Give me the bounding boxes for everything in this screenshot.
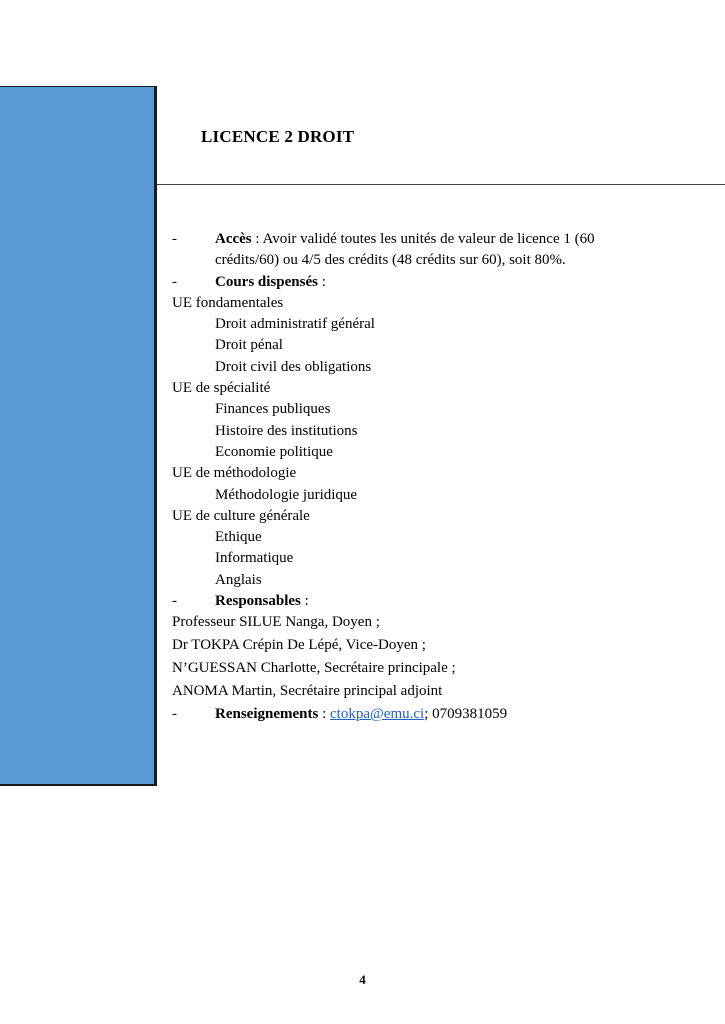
bullet-dash: -	[172, 273, 177, 290]
bullet-dash: -	[172, 706, 177, 723]
email-link[interactable]: ctokpa@emu.ci	[330, 706, 425, 723]
ue-group-methodologie	[172, 463, 692, 506]
title-divider	[157, 184, 725, 185]
course-item: Histoire des institutions	[215, 422, 358, 439]
bullet-dash: -	[172, 231, 177, 247]
renseignements-sep: :	[318, 706, 330, 723]
page-title: LICENCE 2 DROIT	[201, 127, 355, 146]
renseignements-label: Renseignements	[215, 706, 319, 723]
acces-text-line1: : Avoir validé toutes les unités de valeur de licence 1 (60	[251, 231, 595, 247]
course-item: Droit civil des obligations	[215, 358, 372, 375]
phone-number: ; 0709381059	[424, 706, 508, 723]
cours-label: Cours dispensés	[215, 273, 318, 290]
ue-group-culture-generale	[172, 506, 692, 591]
ue-group-specialite	[172, 378, 692, 463]
responsables-label-suffix: :	[300, 593, 309, 610]
acces-text-line2: crédits/60) ou 4/5 des crédits (48 crédits sur 60), soit 80%.	[215, 252, 566, 269]
bullet-dash: -	[172, 593, 177, 610]
course-item: Ethique	[215, 529, 262, 546]
ue-group-name: UE fondamentales	[172, 294, 284, 311]
responsables-section-heading	[172, 591, 692, 612]
ue-group-name: UE de spécialité	[172, 380, 271, 397]
course-item: Droit pénal	[215, 337, 283, 354]
sidebar-accent-bar	[0, 86, 157, 786]
ue-group-name: UE de culture générale	[172, 507, 310, 524]
cours-label-suffix: :	[317, 273, 326, 290]
responsables-label: Responsables	[215, 593, 301, 610]
course-item: Anglais	[215, 571, 262, 588]
responsable-entry: Professeur SILUE Nanga, Doyen ;	[172, 614, 380, 631]
course-item: Economie politique	[215, 443, 333, 460]
responsable-entry: N’GUESSAN Charlotte, Secrétaire principale ;	[172, 659, 456, 676]
responsables-list	[172, 612, 692, 702]
course-item: Méthodologie juridique	[215, 486, 358, 503]
page-number: 4	[359, 972, 366, 987]
course-item: Informatique	[215, 550, 294, 567]
responsable-entry: Dr TOKPA Crépin De Lépé, Vice-Doyen ;	[172, 637, 426, 654]
course-item: Finances publiques	[215, 401, 331, 418]
acces-section	[172, 229, 692, 272]
document-body	[172, 229, 692, 725]
cours-section-heading	[172, 272, 692, 293]
ue-group-name: UE de méthodologie	[172, 465, 297, 482]
ue-group-fondamentales	[172, 293, 692, 378]
responsable-entry: ANOMA Martin, Secrétaire principal adjoint	[172, 682, 443, 699]
acces-label: Accès	[215, 231, 252, 247]
course-item: Droit administratif général	[215, 316, 375, 333]
renseignements-section	[172, 704, 692, 725]
